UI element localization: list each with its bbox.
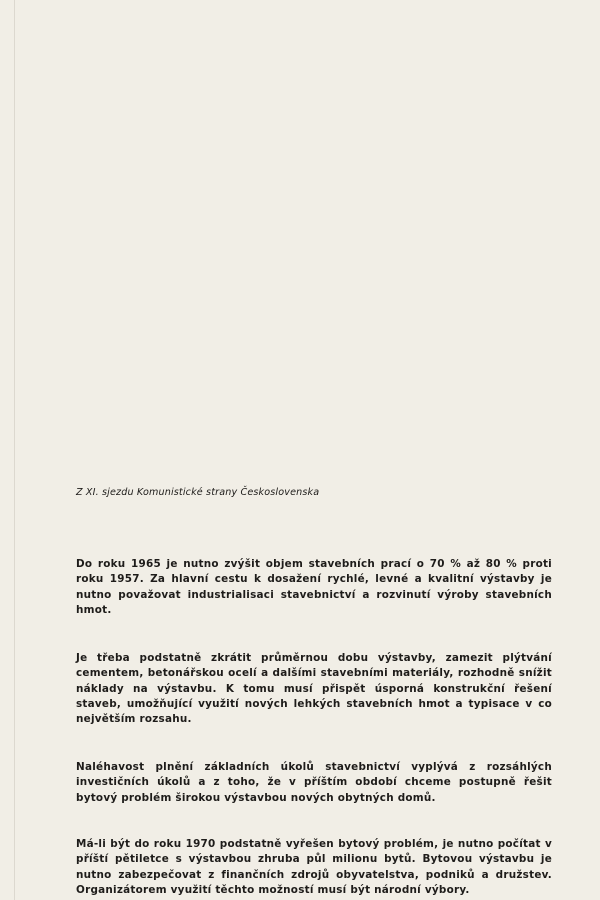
paragraph-housing-urgency: Naléhavost plnění základních úkolů stavebnictví vyplývá z rozsáhlých investičních úkolů a z toho, že v příštím období chceme postupně řešit bytový problém širokou výstavbou nových obytných domů.	[76, 761, 552, 804]
page-edge	[14, 0, 15, 900]
paragraph-construction-growth: Do roku 1965 je nutno zvýšit objem stavebních prací o 70 % až 80 % proti roku 1957. Za hlavní cestu k dosažení rychlé, levné a kvalitní výstavby je nutno považovat industrialisaci stavebnictví a rozvinutí výroby stavebních hmot.	[76, 558, 552, 616]
source-subtitle: Z XI. sjezdu Komunistické strany Československa	[76, 487, 320, 498]
paragraph-housing-plan: Má-li být do roku 1970 podstatně vyřešen bytový problém, je nutno počítat v příští pětiletce s výstavbou zhruba půl milionu bytů. Bytovou výstavbu je nutno zabezpečovat z finančních zdrojů obyvatelstva, podniků a družstev. Organizátorem využití těchto možností musí být národní výbory.	[76, 838, 552, 896]
paragraph-construction-efficiency: Je třeba podstatně zkrátit průměrnou dobu výstavby, zamezit plýtvání cementem, betonářskou ocelí a dalšími stavebními materiály, rozhodně snížit náklady na výstavbu. K tomu musí přispět úsporná konstrukční řešení staveb, umožňující využití nových lehkých stavebních hmot a typisace v co největším rozsahu.	[76, 652, 552, 726]
